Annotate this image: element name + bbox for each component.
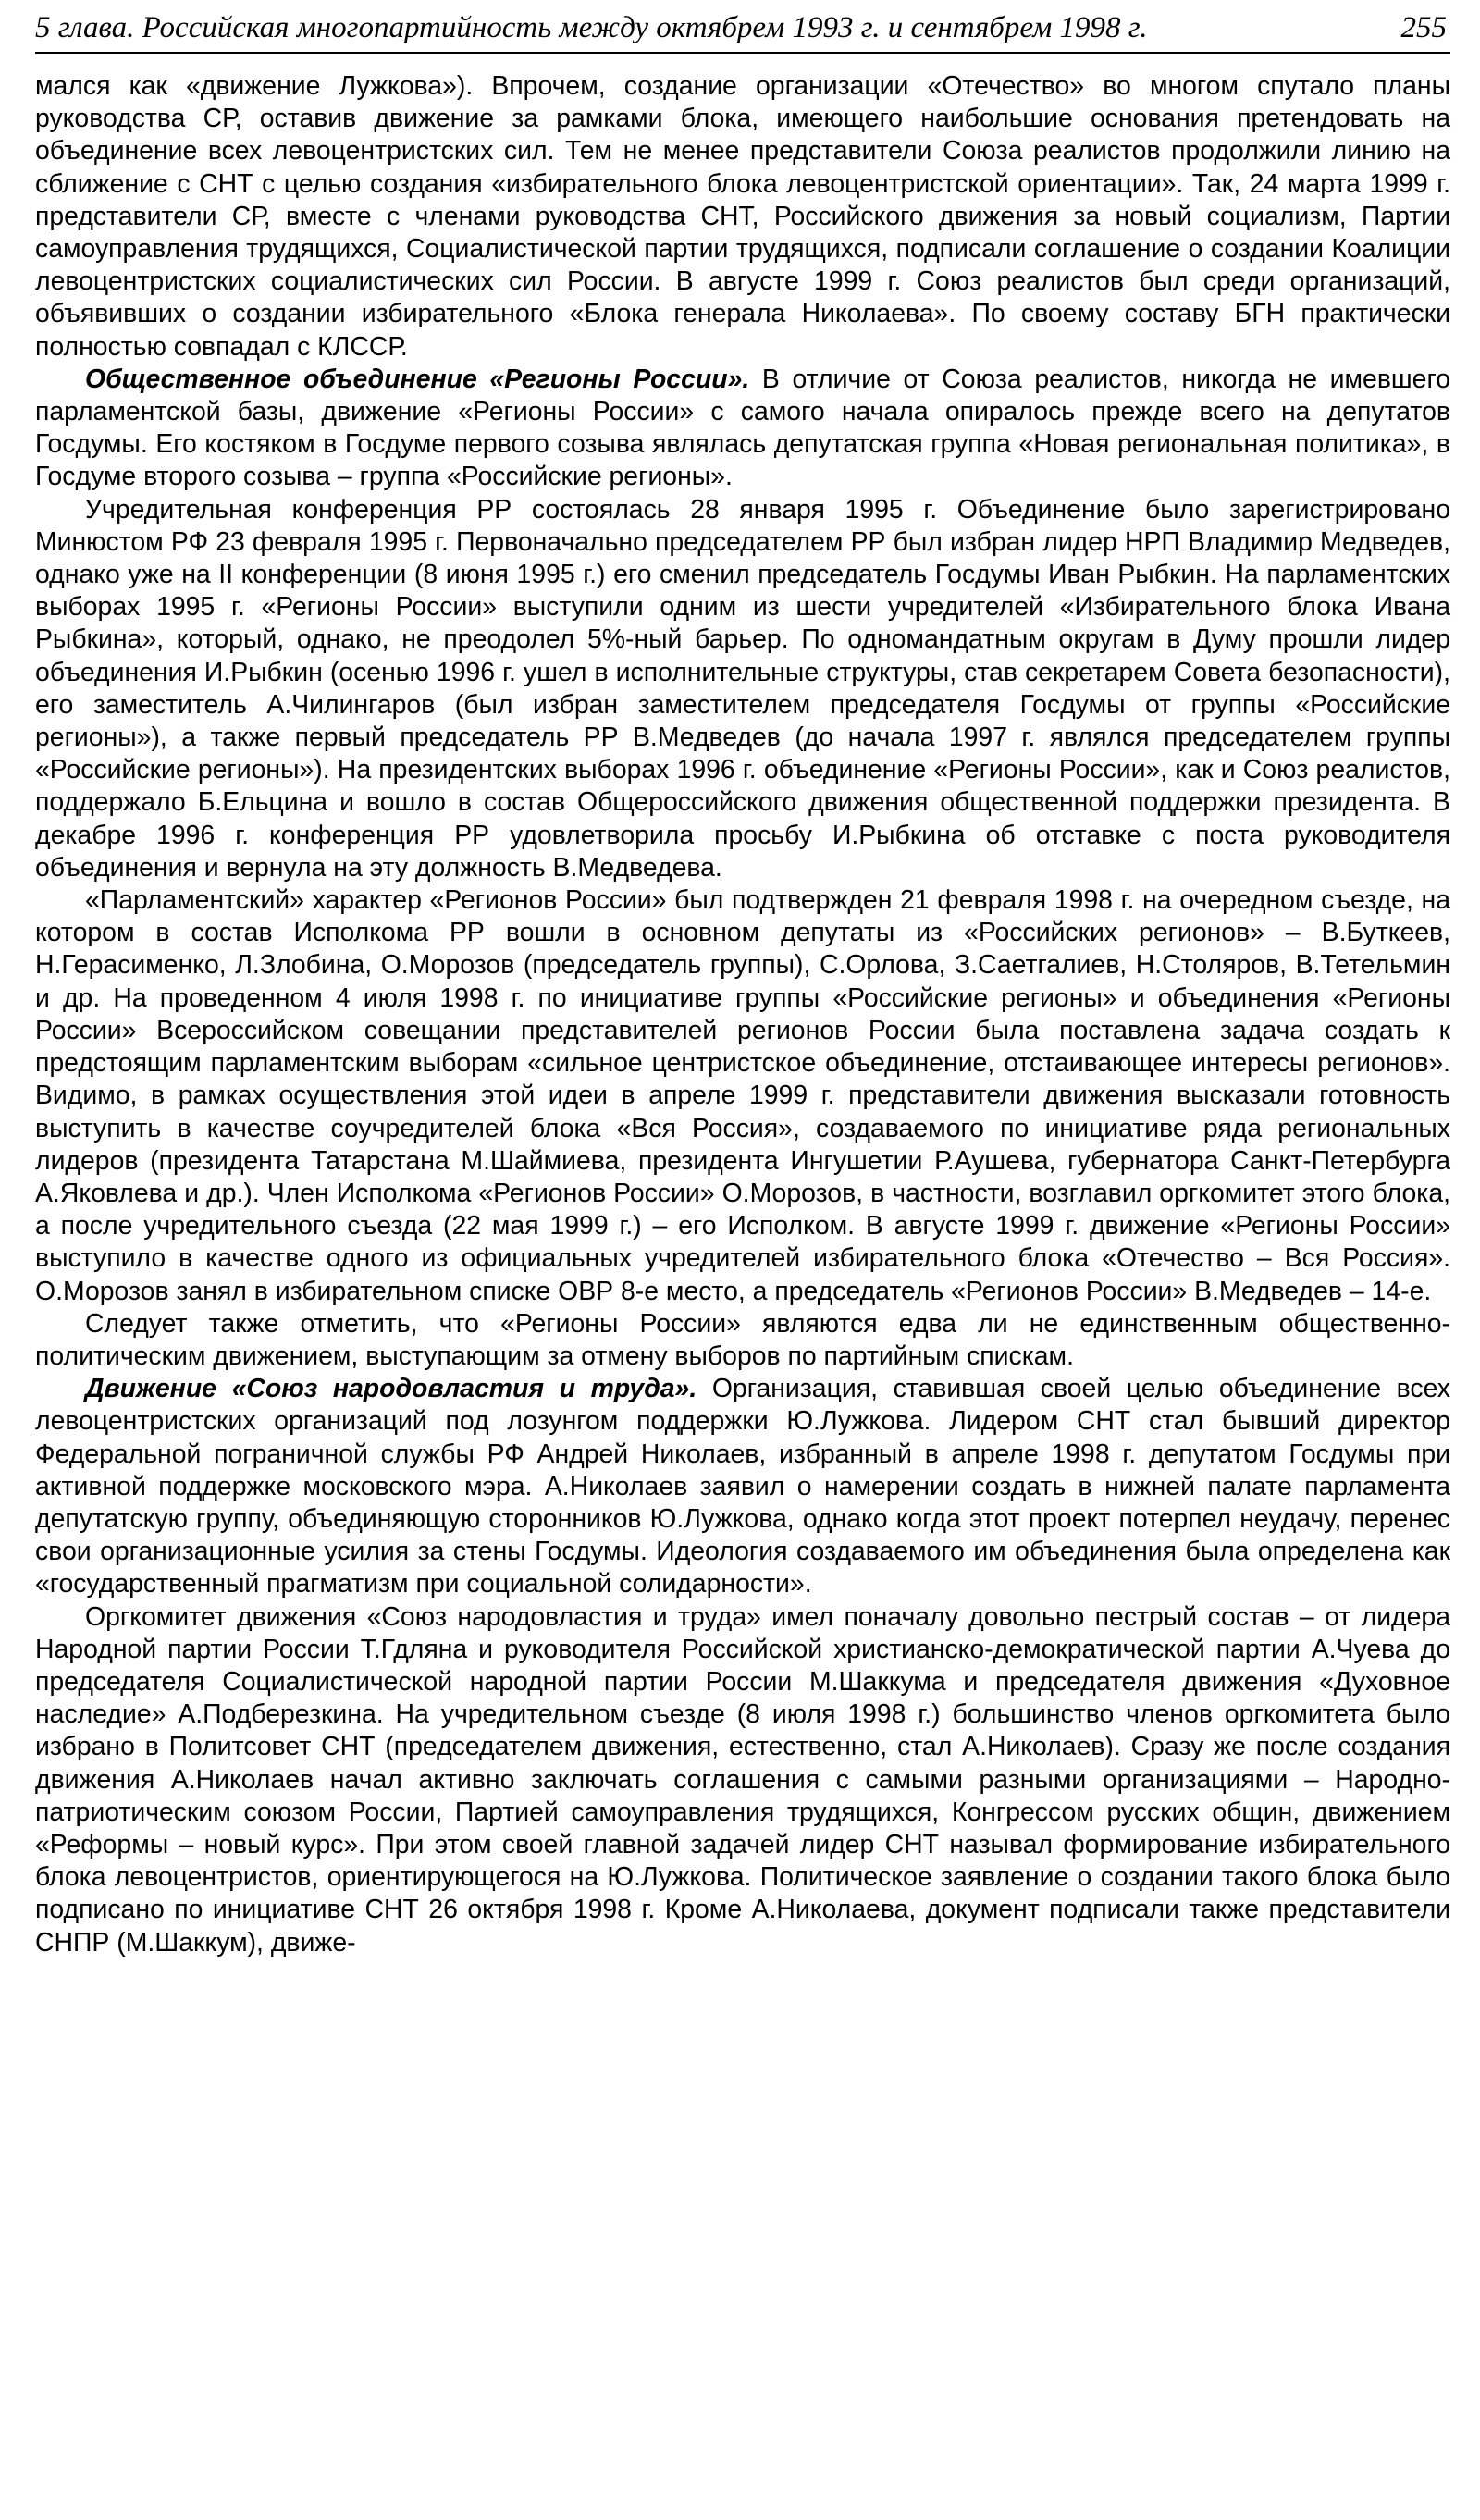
paragraph-text: Учредительная конференция РР состоялась 28 января 1995 г. Объединение было зарегистрировано Минюстом РФ 23 февраля 1995 г. Первоначально председателем РР был избран лидер НРП Владимир Медведев, однако уже на II конференции (8 июня 1995 г.) его сменил председатель Госдумы Иван Рыбкин. На парламентских выборах 1995 г. «Регионы России» выступили одним из шести учредителей «Избирательного блока Ивана Рыбкина», который, однако, не преодолел 5%-ный барьер. По одномандатным округам в Думу прошли лидер объединения И.Рыбкин (осенью 1996 г. ушел в исполнительные структуры, став секретарем Совета безопасности), его заместитель А.Чилингаров (был избран заместителем председателя Госдумы от группы «Российские регионы»), а также первый председатель РР В.Медведев (до начала 1997 г. являлся председателем группы «Российские регионы»). На президентских выборах 1996 г. объединение «Регионы России», как и Союз реалистов, поддержало Б.Ельцина и вошло в состав Общероссийского движения общественной поддержки президента. В декабре 1996 г. конференция РР удовлетворила просьбу И.Рыбкина об отставке с поста руководителя объединения и вернула на эту должность В.Медведева. [35, 494, 1450, 883]
paragraph-text: В отличие от Союза реалистов, никогда не имевшего парламентской базы, движение «Регионы России» с самого начала опиралось прежде всего на депутатов Госдумы. Его костяком в Госдуме первого созыва являлась депутатская группа «Новая региональная политика», в Госдуме второго созыва – группа «Российские регионы». [35, 364, 1450, 492]
paragraph-snt [35, 1373, 1450, 1600]
paragraph [35, 1601, 1450, 1959]
paragraph-text: «Парламентский» характер «Регионов России» был подтвержден 21 февраля 1998 г. на очередном съезде, на котором в состав Исполкома РР вошли в основном депутаты из «Российских регионов» – В.Буткеев, Н.Герасименко, Л.Злобина, О.Морозов (председатель группы), С.Орлова, З.Саетгалиев, Н.Столяров, В.Тетельмин и др. На проведенном 4 июля 1998 г. по инициативе группы «Российские регионы» и объединения «Регионы России» Всероссийском совещании представителей регионов России была поставлена задача создать к предстоящим парламентским выборам «сильное центристское объединение, отстаивающее интересы регионов». Видимо, в рамках осуществления этой идеи в апреле 1999 г. представители движения высказали готовность выступить в качестве соучредителей блока «Вся Россия», создаваемого по инициативе ряда региональных лидеров (президента Татарстана М.Шаймиева, президента Ингушетии Р.Аушева, губернатора Санкт-Петербурга А.Яковлева и др.). Член Исполкома «Регионов России» О.Морозов, в частности, возглавил оргкомитет этого блока, а после учредительного съезда (22 мая 1999 г.) – его Исполком. В августе 1999 г. движение «Регионы России» выступило в качестве одного из официальных учредителей избирательного блока «Отечество – Вся Россия». О.Морозов занял в избирательном списке ОВР 8-е место, а председатель «Регионов России» В.Медведев – 14-е. [35, 885, 1450, 1306]
section-heading-regions-russia: Общественное объединение «Регионы России». [85, 364, 750, 394]
paragraph [35, 884, 1450, 1308]
paragraph-regions-russia [35, 364, 1450, 494]
section-heading-snt: Движение «Союз народовластия и труда». [85, 1374, 697, 1404]
paragraph [35, 494, 1450, 884]
running-header [35, 7, 1450, 54]
paragraph [35, 1308, 1450, 1373]
paragraph-text: Оргкомитет движения «Союз народовластия и труда» имел поначалу довольно пестрый состав – от лидера Народной партии России Т.Гдляна и руководителя Российской христианско-демократической партии А.Чуева до председателя Социалистической народной партии России М.Шаккума и председателя движения «Духовное наследие» А.Подберезкина. На учредительном съезде (8 июля 1998 г.) большинство членов оргкомитета было избрано в Политсовет СНТ (председателем движения, естественно, стал А.Николаев). Сразу же после создания движения А.Николаев начал активно заключать соглашения с самыми разными организациями – Народно-патриотическим союзом России, Партией самоуправления трудящихся, Конгрессом русских общин, движением «Реформы – новый курс». При этом своей главной задачей лидер СНТ называл формирование избирательного блока левоцентристов, ориентирующегося на Ю.Лужкова. Политическое заявление о создании такого блока было подписано по инициативе СНТ 26 октября 1998 г. Кроме А.Николаева, документ подписали также представители СНПР (М.Шаккум), движе- [35, 1601, 1450, 1958]
body-text [35, 70, 1450, 1959]
paragraph-text: мался как «движение Лужкова»). Впрочем, создание организации «Отечество» во многом спутало планы руководства СР, оставив движение за рамками блока, имеющего наибольшие основания претендовать на объединение всех левоцентристских сил. Тем не менее представители Союза реалистов продолжили линию на сближение с СНТ с целью создания «избирательного блока левоцентристской ориентации». Так, 24 марта 1999 г. представители СР, вместе с членами руководства СНТ, Российского движения за новый социализм, Партии самоуправления трудящихся, Социалистической партии трудящихся, подписали соглашение о создании Коалиции левоцентристских социалистических сил России. В августе 1999 г. Союз реалистов был среди организаций, объявивших о создании избирательного «Блока генерала Николаева». По своему составу БГН практически полностью совпадал с КЛССР. [35, 71, 1450, 362]
paragraph-text: Организация, ставившая своей целью объединение всех левоцентристских организаций под лозунгом поддержки Ю.Лужкова. Лидером СНТ стал бывший директор Федеральной пограничной службы РФ Андрей Николаев, избранный в апреле 1998 г. депутатом Госдумы при активной поддержке московского мэра. А.Николаев заявил о намерении создать в нижней палате парламента депутатскую группу, объединяющую сторонников Ю.Лужкова, однако когда этот проект потерпел неудачу, перенес свои организационные усилия за стены Госдумы. Идеология создаваемого им объединения была определена как «государственный прагматизм при социальной солидарности». [35, 1374, 1450, 1600]
page-number: 255 [1400, 11, 1447, 44]
paragraph-text: Следует также отметить, что «Регионы России» являются едва ли не единственным общественно-политическим движением, выступающим за отмену выборов по партийным спискам. [35, 1308, 1450, 1371]
running-title: 5 глава. Российская многопартийность между октябрем 1993 г. и сентябрем 1998 г. [35, 11, 1148, 44]
paragraph-continuation [35, 70, 1450, 364]
